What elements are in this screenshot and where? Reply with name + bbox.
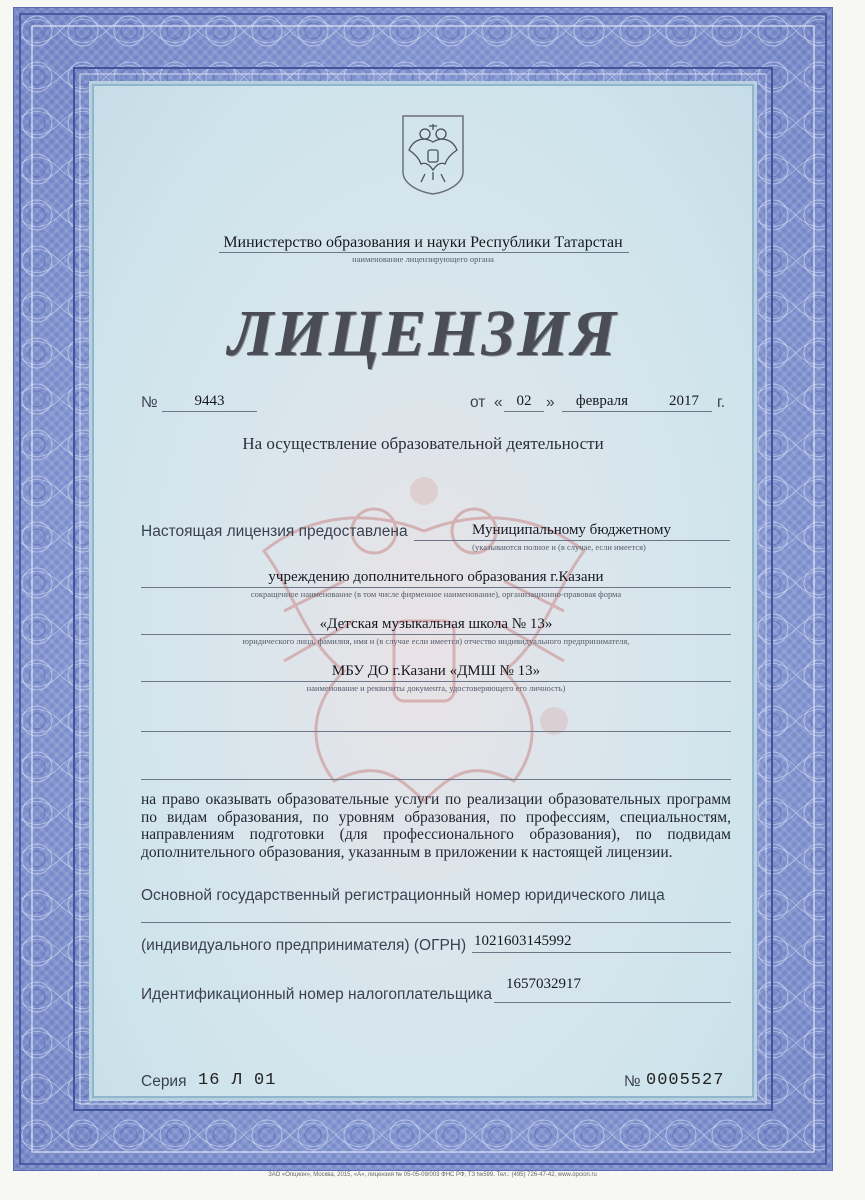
ogrn-label-line-2: (индивидуального предпринимателя) (ОГРН) [141,937,467,954]
ogrn-value: 1021603145992 [474,933,572,949]
licensee-caption-3: юридического лица, фамилия, имя и (в случае если имеется) отчество индивидуального предпринимателя, [242,636,630,646]
blank-underline-1 [141,731,731,732]
license-day: 02 [516,393,532,409]
license-year: 2017 [669,393,699,409]
blank-underline-2 [141,779,731,780]
blank-number: 0005527 [646,1071,725,1090]
certificate-field [94,86,752,1096]
document-title: ЛИЦЕНЗИЯ [228,297,618,370]
inn-underline [494,1002,731,1003]
ogrn-underline-1 [141,922,731,923]
quote-close: » [546,394,555,411]
licensee-line-4: МБУ ДО г.Казани «ДМШ № 13» [331,663,541,679]
coat-of-arms-emblem [399,114,467,196]
licensee-caption-1: (указываются полное и (в случае, если имеется) [472,542,646,552]
year-suffix: г. [717,394,726,411]
series-value: 16 Л 01 [198,1071,277,1090]
licensing-authority: Министерство образования и науки Республики Татарстан [223,234,623,251]
ogrn-label-line-1: Основной государственный регистрационный номер юридического лица [141,887,665,904]
authority-caption: наименование лицензирующего органа [352,254,494,264]
authority-underline [219,252,629,253]
licensee-caption-2: сокращенное наименование (в том числе фирменное наименование), организационно-правовая форма [250,589,622,599]
activity-title: На осуществление образовательной деятельности [242,434,604,453]
licensee-line-1: Муниципальному бюджетному [471,522,672,538]
quote-open: « [494,394,503,411]
licensee-underline-2 [141,587,731,588]
ogrn-underline-2 [472,952,731,953]
day-underline [504,411,544,412]
licensee-underline-3 [141,634,731,635]
inn-value: 1657032917 [506,976,581,992]
licensee-intro-label: Настоящая лицензия предоставлена [141,523,408,540]
license-number-underline [162,411,257,412]
month-year-underline [562,411,712,412]
licensee-line-3: «Детская музыкальная школа № 13» [319,616,553,632]
license-rights-text: на право оказывать образовательные услуги по реализации образовательных программ по видам образования, по уровням образования, по профессиям, специальностям, направлениям подготовки (для профессионального образования), по подвидам дополнительного образования, указанным в приложении к настоящей лицензии. [141,791,731,861]
license-month: февраля [575,393,629,409]
series-label: Серия [141,1073,187,1090]
licensee-line-2: учреждению дополнительного образования г.Казани [268,569,604,585]
license-number-label: № [141,394,158,411]
licensee-underline-4 [141,681,731,682]
date-from-label: от [470,394,486,411]
inn-label: Идентификационный номер налогоплательщика [141,986,493,1003]
license-blank [14,8,832,1170]
printer-imprint: ЗАО «Опцион», Москва, 2015, «А», лицензия № 05-05-09/003 ФНС РФ, ТЗ №599. Тел.: (495) 726-47-42, www.opcion.ru [268,1172,597,1178]
blank-number-label: № [624,1073,641,1090]
licensee-caption-4: наименование и реквизиты документа, удостоверяющего его личность) [306,683,566,693]
license-number: 9443 [194,393,225,409]
licensee-underline-1 [414,540,730,541]
